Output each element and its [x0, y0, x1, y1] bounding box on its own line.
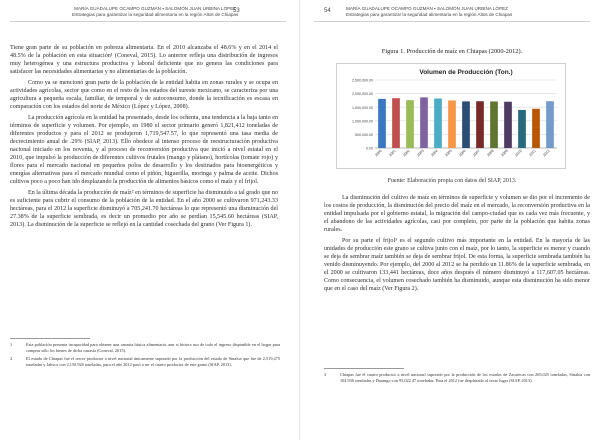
header-subtitle: Estrategias para garantizar la seguridad alimentaria en la región Altos de Chiapas: [346, 12, 513, 17]
x-tick-label: 2011: [528, 148, 537, 158]
paragraph: En la última década la producción de maíz² en términos de superficie ha disminuido a tal grado que no es suficiente para cubrir el consumo de la población de la entidad. En el año 2000 se cultivaron 971,243.33 hectáreas, para el 2012 la superficie disminuyó a 705,241.70 hectáreas lo que representó una disminución del 27.38% de la superficie sembrada, es decir un promedio por año se perdían 15,545.60 hectáreas (SIAP, 2013). La disminución de la superficie se reflejó en la cantidad cosechada del grano (Ver Figura 1).: [10, 190, 278, 228]
paragraph: Como ya se mencionó gran parte de la población de la entidad habita en zonas rurales y se ocupa en actividades agrícolas, sector que como en el resto de los estados del sureste mexicano, se caracteriza por una agricultura a pequeña escala, familiar, de temporal y de autoconsumo, donde la tecnificación es escasa en comparación con los estados del norte de México (López y López, 2008).: [10, 80, 278, 110]
x-tick-label: 2006: [458, 148, 467, 158]
x-tick-label: 2009: [500, 148, 509, 158]
page-number: 53: [233, 8, 240, 14]
chart-bar: [518, 110, 526, 148]
paragraph: Por su parte el frijol³ es el segundo cultivo más importante en la entidad. En la mayoría de las unidades de producción este grano se cultiva junto con el maíz, por lo tanto, la superficie es menor y cuando se deja de sembrar maíz también se deja de sembrar frijol. De esta forma, la superficie sembrada también ha venido disminuyendo. Por ejemplo, del 2000 al 2012 se ha perdido un 11.86% de la superficie sembrada, en el 2000 se cultivaron 133,441 hectáreas, doce años después él número disminuyó a 117,607.05 hectáreas. Como consecuencia, el volumen cosechado también ha disminuido, aunque esta disminución ha sido menor que en el caso del maíz (Ver Figura 2).: [324, 238, 590, 292]
y-tick-label: 1,000,000.00: [352, 119, 373, 124]
y-tick-label: 2,000,000.00: [352, 92, 373, 97]
x-tick-label: 2007: [472, 148, 481, 158]
x-tick-label: 2000: [374, 148, 383, 158]
x-tick-label: 2004: [430, 148, 439, 158]
footnote: [10, 356, 280, 367]
running-header: [72, 6, 238, 18]
footnotes: [10, 342, 280, 370]
header-divider: [314, 21, 590, 22]
chart-bar: [462, 101, 470, 148]
x-tick-label: 2008: [486, 148, 495, 158]
chart-bar: [546, 101, 554, 148]
header-subtitle: Estrategias para garantizar la seguridad alimentaria en la región Altos de Chiapas: [72, 12, 239, 17]
body-text: [324, 194, 590, 296]
chart-title: Volumen de Producción (Ton.): [419, 69, 513, 76]
body-text: [10, 44, 278, 232]
footnote-number: 3: [324, 372, 327, 377]
chart-bar: [434, 98, 442, 148]
chart-bar: [448, 100, 456, 148]
paragraph: La producción agrícola en la entidad ha presentado, desde los ochenta, una tendencia a la baja tanto en términos de superficie y volumen. Por ejemplo, en 1980 el sector primario generó 1,821,412 toneladas de diferentes productos y para el 2012 se produjeron 1,719,547.57, lo que representó una tasa media de decrecimiento anual de .29% (SIAP, 2013). Ello obedece al intenso proceso de reestructuración productiva nacional iniciado en los noventa, y al proceso de reconversión productiva que inició a nivel estatal en el 2010, que impulsó la producción de diferentes cultivos frutales (mango y plátano), hortícolas (tomate rojo) y flores para el mercado nacional en pequeños polos de desarrollo y los destinados para bioenergéticos y energías alternativas para el mercado mundial como el piñón, higuerilla, moringa y palma de aceite. Dichos cultivos poco a poco han ido desplazando la producción de alimentos básicos como el maíz y el frijol.: [10, 115, 278, 185]
footnote-number: 1: [10, 342, 13, 347]
chart-bar: [504, 102, 512, 148]
paragraph: La disminución del cultivo de maíz en términos de superficie y volumen se dio por el incremento de los costos de producción, la disminución del precio del maíz en el mercado, la reconversión productiva en la entidad impulsada por el gobierno estatal, la migración del campo-ciudad que es cada vez más frecuente, y el abandono de las actividades agrícolas, casi por completo, por parte de la población que habita zonas rurales.: [324, 195, 590, 233]
production-chart: [336, 63, 566, 169]
x-tick-label: 2005: [444, 148, 453, 158]
paragraph: Tiene gran parte de su población en pobreza alimentaria. En el 2010 alcanzaba el 48.6% y en el 2014 el 48.5% de la población en esta situación¹ (Coneval, 2015). Lo anterior refleja una distribución de ingresos muy heterogénea y una estructura productiva y laboral deficiente que no genera las condiciones para satisfacer las necesidades alimentarias y no alimentarias de la población.: [10, 45, 278, 75]
footnote: [324, 372, 590, 383]
header-authors: MARÍA GUADALUPE OCAMPO GUZMÁN ▪ SALOMÓN JUAN URBINA LÓPEZ: [346, 6, 508, 11]
x-tick-label: 2003: [416, 148, 425, 158]
footnote: [10, 342, 280, 353]
chart-bar: [532, 109, 540, 148]
footnote-text: Chiapas fue el cuarto productor a nivel nacional superado por la producción de los estados de Zacatecas con 265,025 toneladas, Sinaloa con 104,936 toneladas y Durango con 95,022.47 toneladas. Para el 2012 fue desplazado al sexto lugar (SIAP, 2013).: [340, 372, 590, 383]
right-page: [300, 0, 600, 440]
x-tick-label: 2002: [402, 148, 411, 158]
footnote-divider: [10, 338, 90, 339]
footnote-text: El estado de Chiapas fue el tercer productor a nivel nacional únicamente superado por la producción del estado de Sinaloa que fue de 2,519,475 toneladas y Jalisco con 2,150,926 toneladas, para el año 2012 pasó a ser el cuarto productor de este grano (SIAP, 2013).: [26, 356, 280, 367]
x-tick-label: 2010: [514, 148, 523, 158]
y-tick-label: 500,000.00: [355, 133, 373, 137]
header-divider: [10, 21, 286, 22]
figure-title: Figura 1. Producción de maíz en Chiapas (2000-2012).: [381, 48, 523, 55]
figure-source: Fuente: Elaboración propia con datos del SIAP, 2013.: [387, 178, 517, 184]
footnotes: [324, 372, 590, 386]
chart-bar: [378, 99, 386, 148]
footnote-text: Esta población presenta incapacidad para obtener una canasta básica alimentaria, aun si hiciera uso de todo el ingreso disponible en el hogar para comprar sólo los bienes de dicha canasta (Coneval, 2015).: [26, 342, 280, 353]
y-tick-label: 1,500,000.00: [352, 105, 373, 110]
running-header: [346, 6, 512, 18]
footnote-divider: [324, 368, 404, 369]
x-tick-label: 2001: [388, 148, 397, 158]
chart-bar: [490, 101, 498, 148]
chart-bar: [392, 98, 400, 148]
y-tick-label: 0.00: [366, 146, 373, 151]
chart-bar: [420, 97, 428, 148]
y-tick-label: 2,500,000.00: [352, 78, 373, 83]
chart-bar: [476, 101, 484, 148]
page-number: 54: [324, 8, 331, 14]
x-tick-label: 2012: [542, 148, 551, 158]
header-authors: MARÍA GUADALUPE OCAMPO GUZMÁN ▪ SALOMÓN JUAN URBINA LÓPEZ: [74, 6, 237, 11]
footnote-number: 2: [10, 356, 13, 362]
chart-svg: [337, 64, 567, 170]
chart-bar: [406, 100, 414, 148]
